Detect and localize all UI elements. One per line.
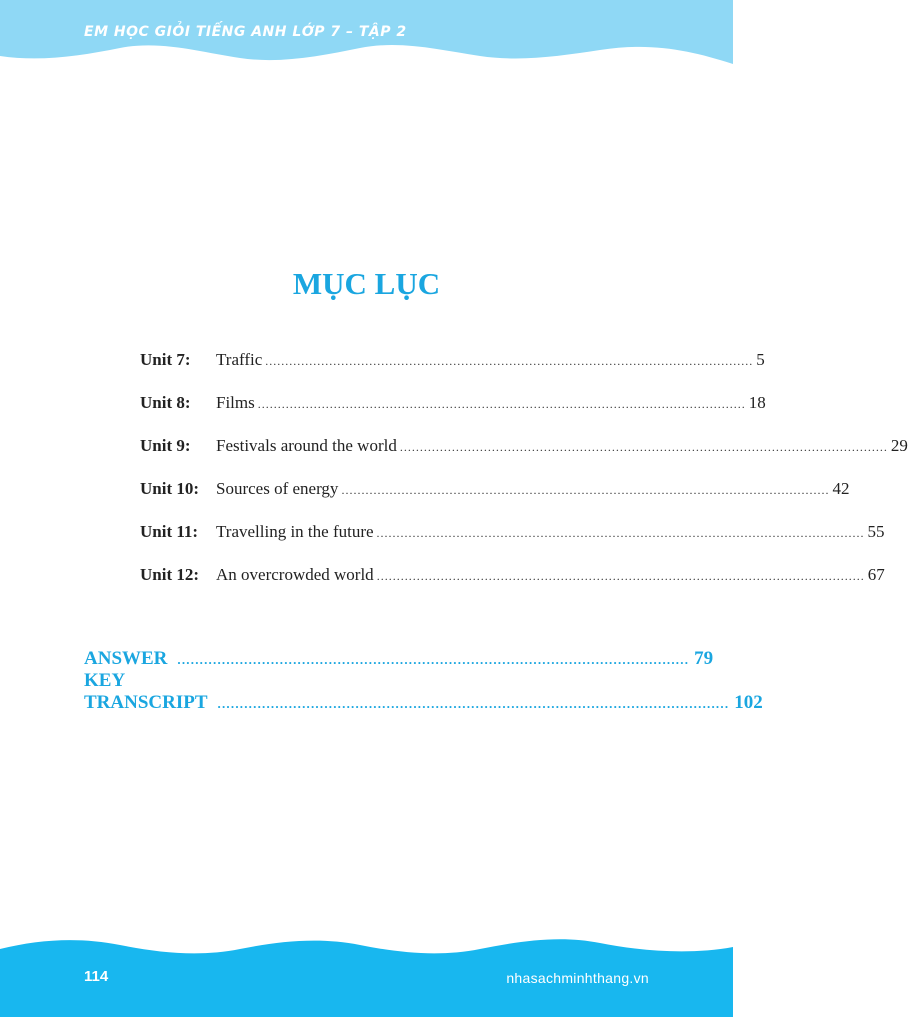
page-number: 114 [84, 968, 109, 985]
leader-dots: .......................................................................................................................... [257, 397, 746, 411]
toc-page: 42 [832, 479, 850, 498]
toc-page: 29 [890, 436, 908, 455]
toc-title: Sources of energy [216, 479, 339, 498]
transcript-row[interactable] [84, 692, 763, 736]
toc-unit: Unit 7: [140, 350, 191, 369]
toc-page: 67 [867, 565, 885, 584]
toc-unit: Unit 8: [140, 393, 191, 412]
page-title: MỤC LỤC [292, 266, 441, 301]
toc-title: Festivals around the world [216, 436, 397, 455]
answer-key-row[interactable] [84, 648, 714, 692]
leader-dots: .......................................................................................................................... [376, 569, 865, 583]
answer-key-title: ANSWER KEY [84, 648, 168, 691]
toc-row[interactable] [140, 350, 765, 393]
toc-row[interactable] [140, 522, 885, 565]
toc-page: 55 [867, 522, 885, 541]
toc-page: 18 [748, 393, 766, 412]
header-band [0, 0, 733, 80]
leader-dots: .......................................................................................................................... [265, 354, 754, 368]
header-wave [0, 0, 733, 80]
leader-dots: .......................................................................................................................... [399, 440, 888, 454]
toc-unit: Unit 12: [140, 565, 200, 584]
toc-title: Films [216, 393, 255, 412]
transcript-page: 102 [734, 692, 763, 713]
toc-page: 5 [756, 350, 765, 369]
leader-dots: ................................................................................................................... [177, 652, 690, 667]
toc-unit: Unit 9: [140, 436, 191, 455]
toc-row[interactable] [140, 393, 766, 436]
website-url[interactable]: nhasachminhthang.vn [506, 970, 649, 986]
appendix-list [84, 648, 763, 736]
leader-dots: ................................................................................................................... [217, 696, 730, 711]
book-title: EM HỌC GIỎI TIẾNG ANH LỚP 7 – TẬP 2 [84, 24, 407, 40]
leader-dots: .......................................................................................................................... [341, 483, 830, 497]
toc-title: An overcrowded world [216, 565, 374, 584]
toc-unit: Unit 10: [140, 479, 200, 498]
leader-dots: .......................................................................................................................... [376, 526, 865, 540]
toc-row[interactable] [140, 479, 850, 522]
table-of-contents [140, 350, 908, 608]
transcript-title: TRANSCRIPT [84, 692, 208, 713]
toc-row[interactable] [140, 565, 885, 608]
toc-row[interactable] [140, 436, 908, 479]
answer-key-page: 79 [694, 648, 714, 669]
toc-title: Travelling in the future [216, 522, 374, 541]
toc-unit: Unit 11: [140, 522, 199, 541]
toc-title: Traffic [216, 350, 263, 369]
